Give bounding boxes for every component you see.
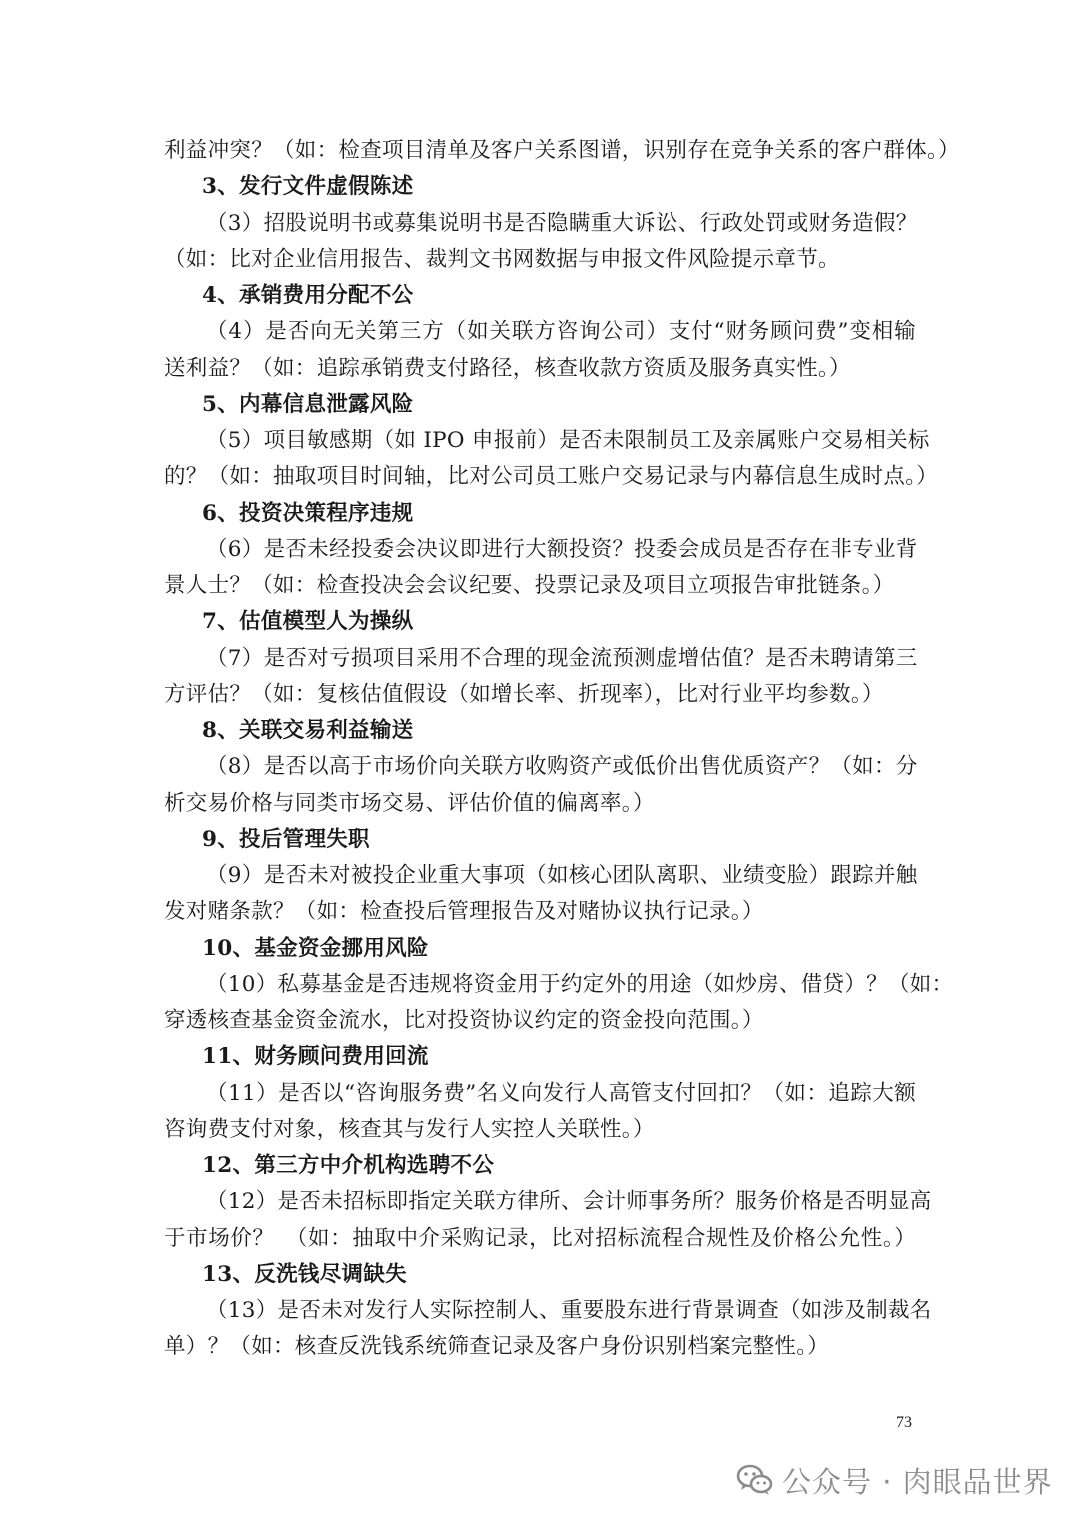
paragraph-line: （5）项目敏感期（如 IPO 申报前）是否未限制员工及亲属账户交易相关标	[206, 428, 930, 453]
page-number: 73	[896, 1414, 912, 1431]
section-heading: 3、发行文件虚假陈述	[202, 174, 414, 200]
section-heading: 4、承销费用分配不公	[202, 283, 414, 308]
paragraph-line: （如：比对企业信用报告、裁判文书网数据与申报文件风险提示章节。	[164, 246, 840, 272]
section-heading: 10、基金资金挪用风险	[202, 935, 429, 961]
watermark	[736, 1458, 1053, 1502]
section-heading: 13、反洗钱尽调缺失	[202, 1261, 407, 1287]
paragraph-line: （11）是否以“咨询服务费”名义向发行人高管支付回扣？（如：追踪大额	[206, 1080, 916, 1106]
paragraph-line: 单）？（如：核查反洗钱系统筛查记录及客户身份识别档案完整性。）	[164, 1334, 830, 1360]
paragraph-line: （6）是否未经投委会决议即进行大额投资？投委会成员是否存在非专业背	[206, 536, 918, 562]
paragraph-line: （9）是否未对被投企业重大事项（如核心团队离职、业绩变脸）跟踪并触	[206, 863, 918, 888]
paragraph-line: 方评估？（如：复核估值假设（如增长率、折现率），比对行业平均参数。）	[164, 681, 884, 707]
paragraph-line: （10）私募基金是否违规将资金用于约定外的用途（如炒房、借贷）？（如：	[206, 971, 954, 997]
paragraph-line: （13）是否未对发行人实际控制人、重要股东进行背景调查（如涉及制裁名	[206, 1298, 932, 1323]
paragraph-line: （7）是否对亏损项目采用不合理的现金流预测虚增估值？是否未聘请第三	[206, 645, 918, 671]
section-heading: 9、投后管理失职	[202, 826, 370, 852]
paragraph-line: 送利益？（如：追踪承销费支付路径，核查收款方资质及服务真实性。）	[164, 355, 851, 381]
paragraph-line: 咨询费支付对象，核查其与发行人实控人关联性。）	[164, 1116, 655, 1142]
paragraph-line: 景人士？（如：检查投决会会议纪要、投票记录及项目立项报告审批链条。）	[164, 573, 895, 598]
section-heading: 7、估值模型人为操纵	[202, 609, 414, 635]
wechat-icon	[736, 1463, 774, 1497]
paragraph-line: （12）是否未招标即指定关联方律所、会计师事务所？服务价格是否明显高	[206, 1189, 932, 1215]
paragraph-line: （8）是否以高于市场价向关联方收购资产或低价出售优质资产？（如：分	[206, 754, 918, 780]
section-heading: 6、投资决策程序违规	[202, 500, 414, 526]
paragraph-line: 的？（如：抽取项目时间轴，比对公司员工账户交易记录与内幕信息生成时点。）	[164, 464, 939, 490]
paragraph-line: 利益冲突？（如：检查项目清单及客户关系图谱，识别存在竞争关系的客户群体。）	[164, 138, 960, 163]
section-heading: 5、内幕信息泄露风险	[202, 391, 414, 417]
paragraph-line: （4）是否向无关第三方（如关联方咨询公司）支付“财务顾问费”变相输	[206, 319, 916, 345]
paragraph-line: （3）招股说明书或募集说明书是否隐瞒重大诉讼、行政处罚或财务造假？	[206, 210, 918, 236]
paragraph-line: 发对赌条款？（如：检查投后管理报告及对赌协议执行记录。）	[164, 899, 764, 925]
paragraph-line: 析交易价格与同类市场交易、评估价值的偏离率。）	[164, 790, 655, 816]
paragraph-line: 穿透核查基金资金流水，比对投资协议约定的资金投向范围。）	[164, 1008, 764, 1033]
section-heading: 8、关联交易利益输送	[202, 718, 414, 743]
watermark-text: 公众号 · 肉眼品世界	[782, 1464, 1053, 1499]
section-heading: 12、第三方中介机构选聘不公	[202, 1153, 495, 1178]
section-heading: 11、财务顾问费用回流	[202, 1044, 429, 1070]
paragraph-line: 于市场价？ （如：抽取中介采购记录，比对招标流程合规性及价格公允性。）	[164, 1225, 916, 1251]
